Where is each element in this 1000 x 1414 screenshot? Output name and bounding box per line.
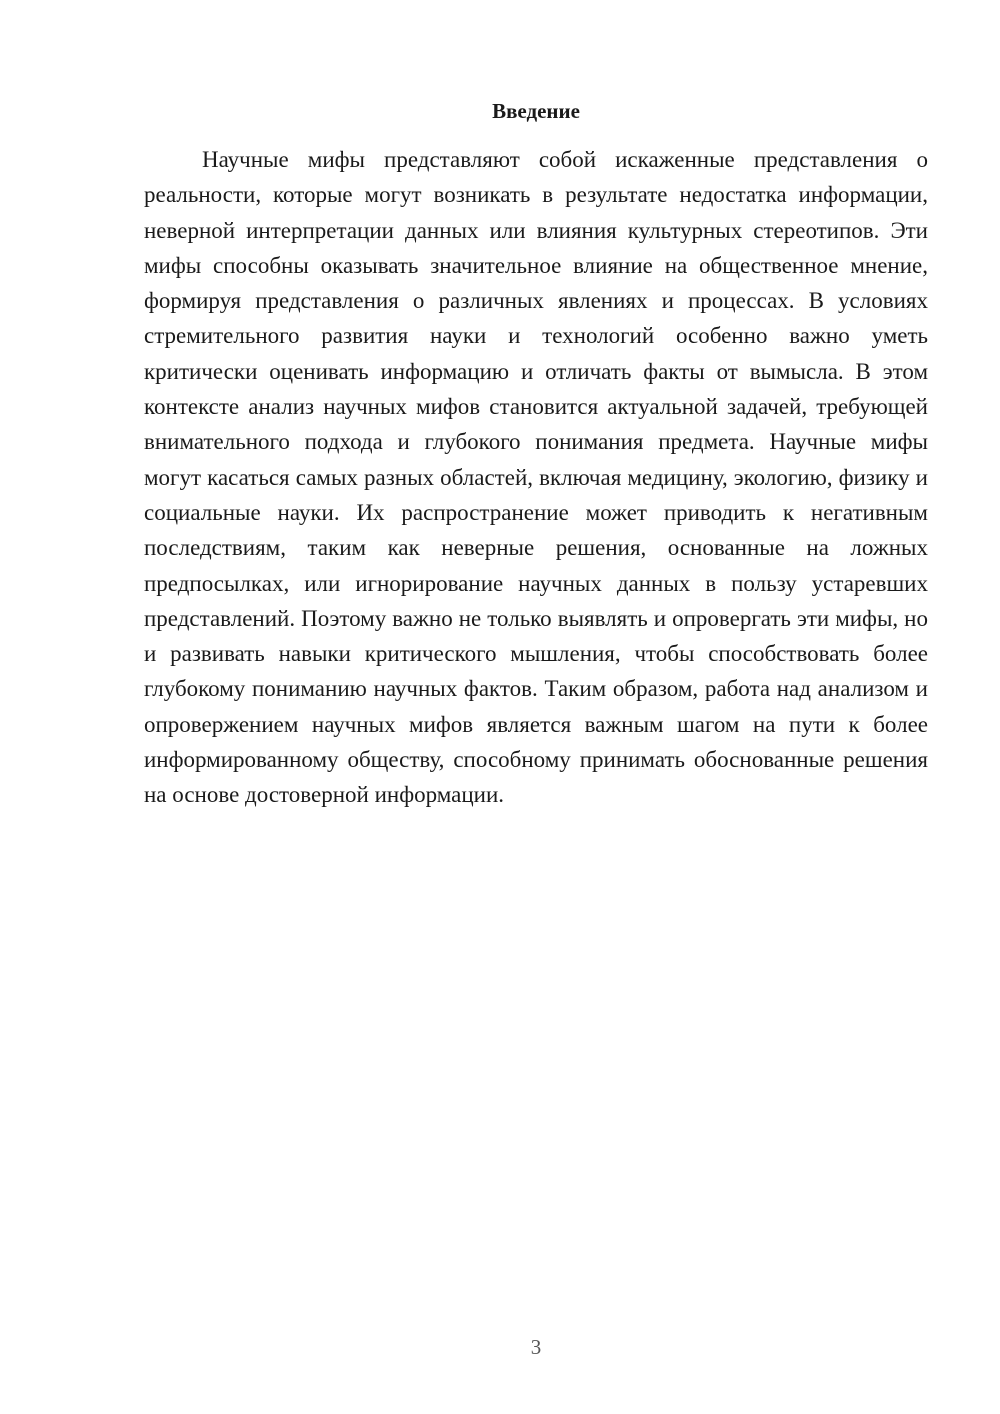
page-number: 3 [530, 1335, 542, 1359]
intro-paragraph: Научные мифы представляют собой искаженные представления о реальности, которые могут возникать в результате недостатка информации, неверной интерпретации данных или влияния культурных стереотипов. Эти мифы способны оказывать значительное влияние на общественное мнение, формируя представления о различных явлениях и процессах. В условиях стремительного развития науки и технологий особенно важно уметь критически оценивать информацию и отличать факты от вымысла. В этом контексте анализ научных мифов становится актуальной задачей, требующей внимательного подхода и глубокого понимания предмета. Научные мифы могут касаться самых разных областей, включая медицину, экологию, физику и социальные науки. Их распространение может приводить к негативным последствиям, таким как неверные решения, основанные на ложных предпосылках, или игнорирование научных данных в пользу устаревших представлений. Поэтому важно не только выявлять и опровергать эти мифы, но и развивать навыки критического мышления, чтобы способствовать более глубокому пониманию научных фактов. Таким образом, работа над анализом и опровержением научных мифов является важным шагом на пути к более информированному обществу, способному принимать обоснованные решения на основе достоверной информации. [144, 147, 928, 808]
section-heading: Введение [492, 99, 580, 123]
